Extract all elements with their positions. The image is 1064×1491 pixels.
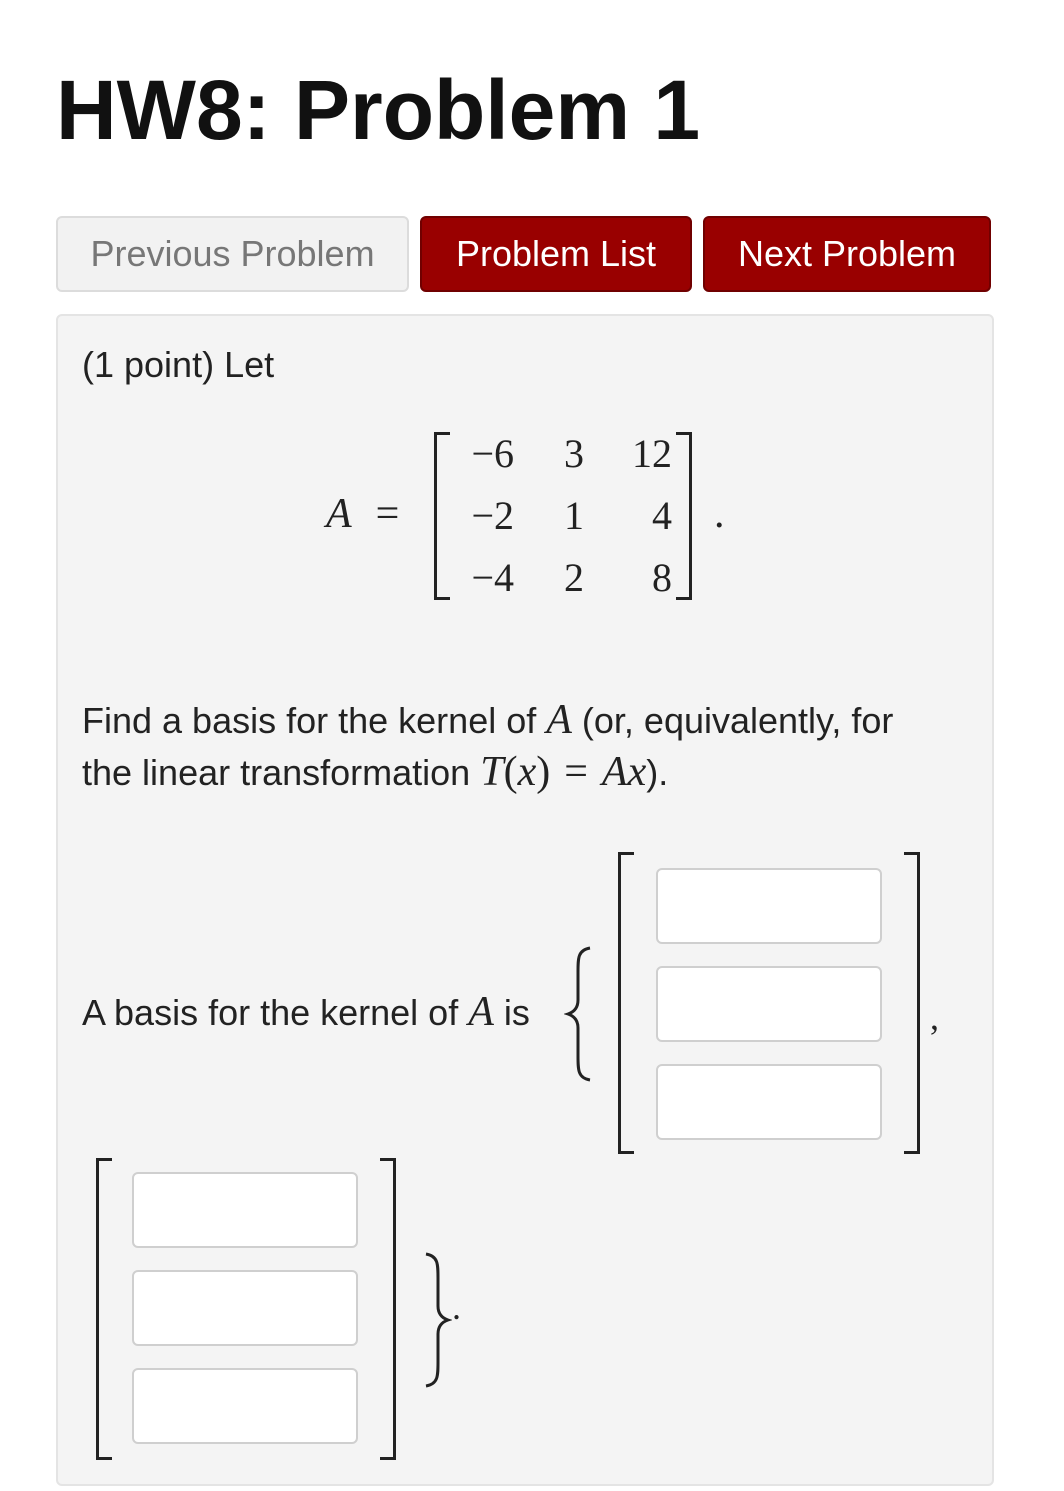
vector1-left-bracket [618, 852, 634, 1154]
matrix-cell: 3 [564, 431, 584, 476]
previous-problem-button[interactable]: Previous Problem [56, 216, 409, 292]
matrix-name: A [326, 491, 352, 537]
final-period: . [452, 1287, 461, 1327]
question-line-2: the linear transformation T(x) = Ax). [82, 749, 669, 795]
vector2-right-bracket [380, 1158, 396, 1460]
vector-separator-comma: , [930, 997, 939, 1037]
vector2-entry-2[interactable] [132, 1270, 358, 1346]
matrix-cell: 4 [652, 493, 672, 538]
vector1-entry-3[interactable] [656, 1064, 882, 1140]
matrix-cell: −4 [471, 555, 514, 600]
vector1-entry-1[interactable] [656, 868, 882, 944]
problem-intro: (1 point) Let [82, 344, 275, 385]
question-line-1: Find a basis for the kernel of A (or, equivalently, for [82, 697, 894, 743]
matrix-period: . [714, 491, 725, 537]
matrix-right-bracket [676, 432, 692, 600]
vector2-entry-1[interactable] [132, 1172, 358, 1248]
problem-box [56, 314, 994, 1486]
vector2-left-bracket [96, 1158, 112, 1460]
vector1-entry-2[interactable] [656, 966, 882, 1042]
page-title: HW8: Problem 1 [56, 63, 701, 157]
matrix-left-bracket [434, 432, 450, 600]
matrix-cell: 12 [632, 431, 672, 476]
matrix-cell: 2 [564, 555, 584, 600]
problem-list-button[interactable]: Problem List [420, 216, 692, 292]
left-brace-icon [564, 944, 594, 1084]
matrix-cell: 8 [652, 555, 672, 600]
matrix-equation-lhs [326, 490, 399, 538]
matrix-cell: −2 [471, 493, 514, 538]
next-problem-button[interactable]: Next Problem [703, 216, 991, 292]
right-brace-icon [422, 1250, 452, 1390]
matrix-cell: −6 [471, 431, 514, 476]
basis-label: A basis for the kernel of A is [82, 989, 530, 1035]
vector1-right-bracket [904, 852, 920, 1154]
vector2-entry-3[interactable] [132, 1368, 358, 1444]
matrix-cell: 1 [564, 493, 584, 538]
equals-sign: = [375, 491, 400, 537]
